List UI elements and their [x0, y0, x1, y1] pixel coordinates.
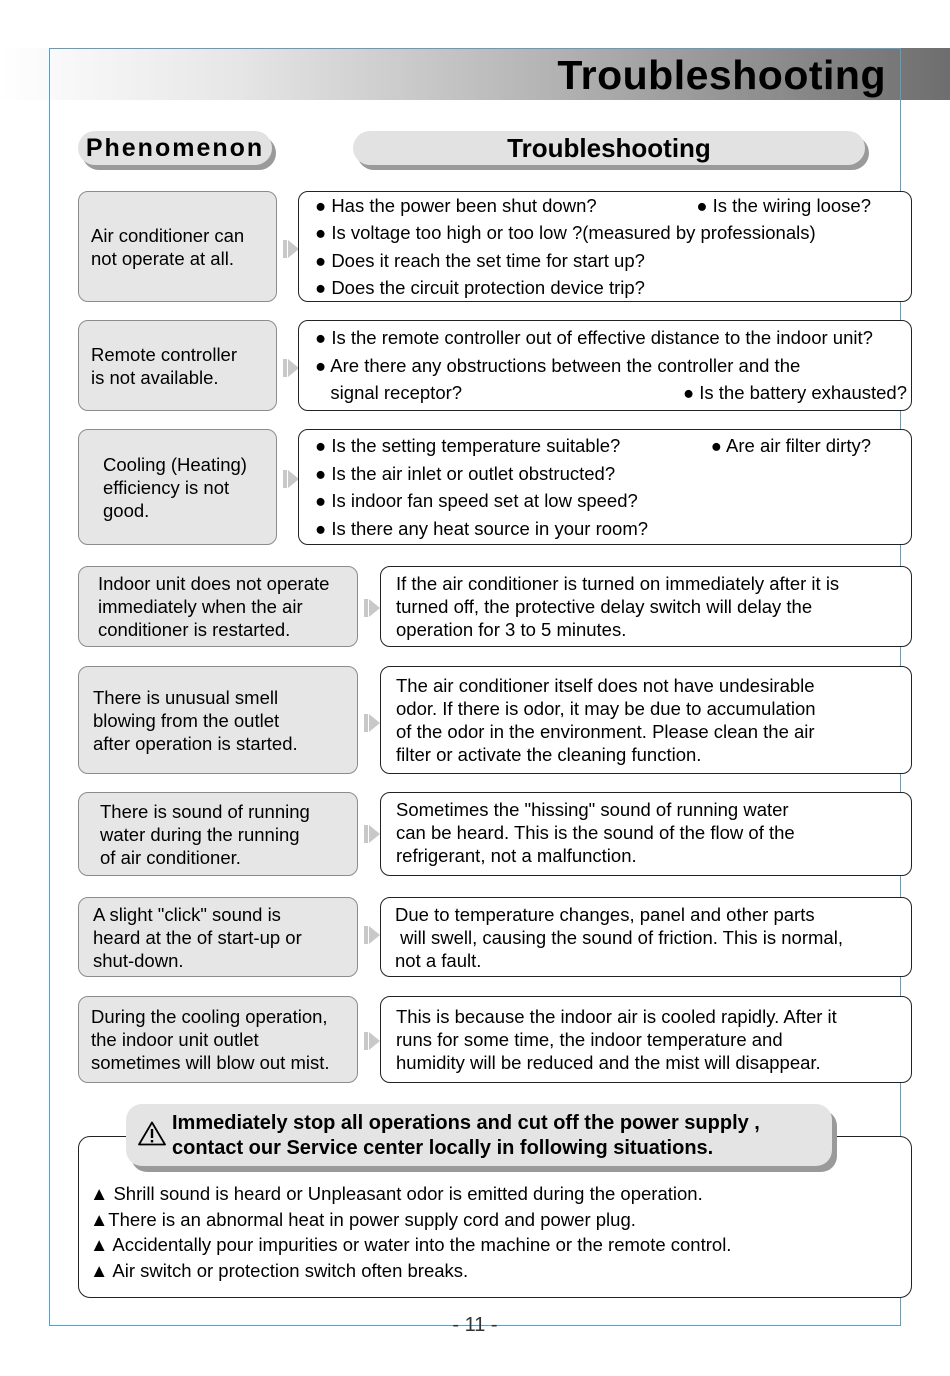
- phenomenon-line: During the cooling operation,: [91, 1006, 328, 1027]
- troubleshooting-box-4: [380, 566, 912, 647]
- troubleshooting-box-7: [380, 897, 912, 977]
- check-item: ● Does it reach the set time for start up?: [315, 249, 645, 271]
- phenomenon-line: immediately when the air: [98, 596, 303, 617]
- check-item: ● Is there any heat source in your room?: [315, 517, 649, 539]
- solution-line: This is because the indoor air is cooled rapidly. After it: [396, 1006, 837, 1027]
- troubleshooting-header: Troubleshooting: [353, 131, 865, 165]
- check-item: ● Is the wiring loose?: [696, 194, 871, 216]
- solution-line: The air conditioner itself does not have undesirable: [396, 675, 815, 696]
- solution-line: filter or activate the cleaning function.: [396, 744, 702, 765]
- solution-line: operation for 3 to 5 minutes.: [396, 619, 627, 640]
- phenomenon-line: sometimes will blow out mist.: [91, 1052, 330, 1073]
- check-item: signal receptor?: [315, 382, 463, 404]
- phenomenon-box-2: [78, 320, 277, 411]
- phenomenon-line: conditioner is restarted.: [98, 619, 291, 640]
- phenomenon-box-3: [78, 429, 277, 545]
- phenomenon-box-1: [78, 191, 277, 302]
- phenomenon-line: blowing from the outlet: [93, 709, 280, 731]
- phenomenon-line: not operate at all.: [91, 247, 234, 269]
- phenomenon-line: There is sound of running: [100, 800, 310, 822]
- solution-line: will swell, causing the sound of friction. This is normal,: [395, 926, 843, 948]
- phenomenon-line: Indoor unit does not operate: [98, 573, 330, 594]
- phenomenon-header: Phenomenon: [78, 131, 272, 165]
- warning-triangle-icon: [138, 1121, 166, 1146]
- phenomenon-line: water during the running: [100, 823, 300, 845]
- check-item: ● Is the setting temperature suitable?: [315, 435, 621, 456]
- phenomenon-line: efficiency is not: [103, 476, 230, 498]
- arrow-icon: [369, 1032, 380, 1050]
- solution-line: humidity will be reduced and the mist will disappear.: [396, 1052, 821, 1073]
- warning-item: ▲ Accidentally pour impurities or water into the machine or the remote control.: [90, 1234, 732, 1255]
- arrow-icon: [369, 926, 380, 944]
- warning-items: [90, 1181, 731, 1283]
- phenomenon-line: is not available.: [91, 366, 219, 388]
- phenomenon-line: the indoor unit outlet: [91, 1029, 259, 1050]
- check-item: ● Is the air inlet or outlet obstructed?: [315, 462, 616, 484]
- check-item: ● Has the power been shut down?: [315, 194, 597, 216]
- page-title: Troubleshooting: [557, 52, 886, 98]
- solution-line: Due to temperature changes, panel and other parts: [395, 903, 815, 925]
- phenomenon-box-6: [78, 792, 358, 876]
- solution-line: runs for some time, the indoor temperature and: [396, 1029, 783, 1050]
- troubleshooting-box-8: [380, 996, 912, 1083]
- arrow-icon: [369, 825, 380, 843]
- phenomenon-line: of air conditioner.: [100, 846, 241, 868]
- phenomenon-line: good.: [103, 499, 150, 521]
- solution-line: refrigerant, not a malfunction.: [396, 845, 637, 866]
- phenomenon-line: Remote controller: [91, 343, 238, 365]
- page-number: - 11 -: [452, 1314, 498, 1336]
- solution-line: not a fault.: [395, 949, 482, 971]
- troubleshooting-box-2: [298, 320, 912, 411]
- warning-heading-line: contact our Service center locally in following situations.: [172, 1137, 714, 1159]
- check-item: ● Is the remote controller out of effective distance to the indoor unit?: [315, 327, 873, 349]
- solution-line: turned off, the protective delay switch will delay the: [396, 596, 813, 617]
- check-item: ● Does the circuit protection device trip?: [315, 277, 645, 298]
- phenomenon-line: Cooling (Heating): [103, 453, 247, 475]
- solution-line: odor. If there is odor, it may be due to accumulation: [396, 698, 816, 719]
- phenomenon-box-5: [78, 666, 358, 774]
- phenomenon-box-7: [78, 897, 358, 977]
- troubleshooting-box-5: [380, 666, 912, 774]
- check-item: ● Are there any obstructions between the controller and the: [315, 354, 801, 376]
- check-item: ● Are air filter dirty?: [710, 435, 871, 456]
- troubleshooting-box-6: [380, 792, 912, 876]
- troubleshooting-box-3: [298, 429, 912, 545]
- check-item: ● Is the battery exhausted?: [682, 382, 907, 404]
- warning-heading-line: Immediately stop all operations and cut off the power supply ,: [172, 1112, 760, 1134]
- phenomenon-box-4: [78, 566, 358, 647]
- phenomenon-line: A slight "click" sound is: [93, 903, 281, 925]
- solution-line: If the air conditioner is turned on immediately after it is: [396, 573, 840, 594]
- check-item: ● Is voltage too high or too low ?(measured by professionals): [315, 222, 816, 243]
- warning-item: ▲ Air switch or protection switch often breaks.: [90, 1259, 469, 1281]
- arrow-icon: [369, 599, 380, 617]
- solution-line: of the odor in the environment. Please clean the air: [396, 721, 815, 742]
- phenomenon-line: There is unusual smell: [93, 686, 279, 708]
- phenomenon-box-8: [78, 996, 358, 1083]
- troubleshooting-box-1: [298, 191, 912, 302]
- solution-line: Sometimes the "hissing" sound of running water: [396, 799, 789, 820]
- solution-line: can be heard. This is the sound of the flow of the: [396, 822, 795, 843]
- check-item: ● Is indoor fan speed set at low speed?: [315, 490, 638, 511]
- warning-item: ▲There is an abnormal heat in power supply cord and power plug.: [90, 1208, 636, 1230]
- phenomenon-line: Air conditioner can: [91, 224, 245, 246]
- phenomenon-line: shut-down.: [93, 949, 184, 971]
- warning-heading: [126, 1104, 832, 1166]
- warning-item: ▲ Shrill sound is heard or Unpleasant odor is emitted during the operation.: [90, 1183, 703, 1204]
- phenomenon-line: heard at the of start-up or: [93, 926, 302, 948]
- phenomenon-line: after operation is started.: [93, 732, 298, 754]
- arrow-icon: [369, 714, 380, 732]
